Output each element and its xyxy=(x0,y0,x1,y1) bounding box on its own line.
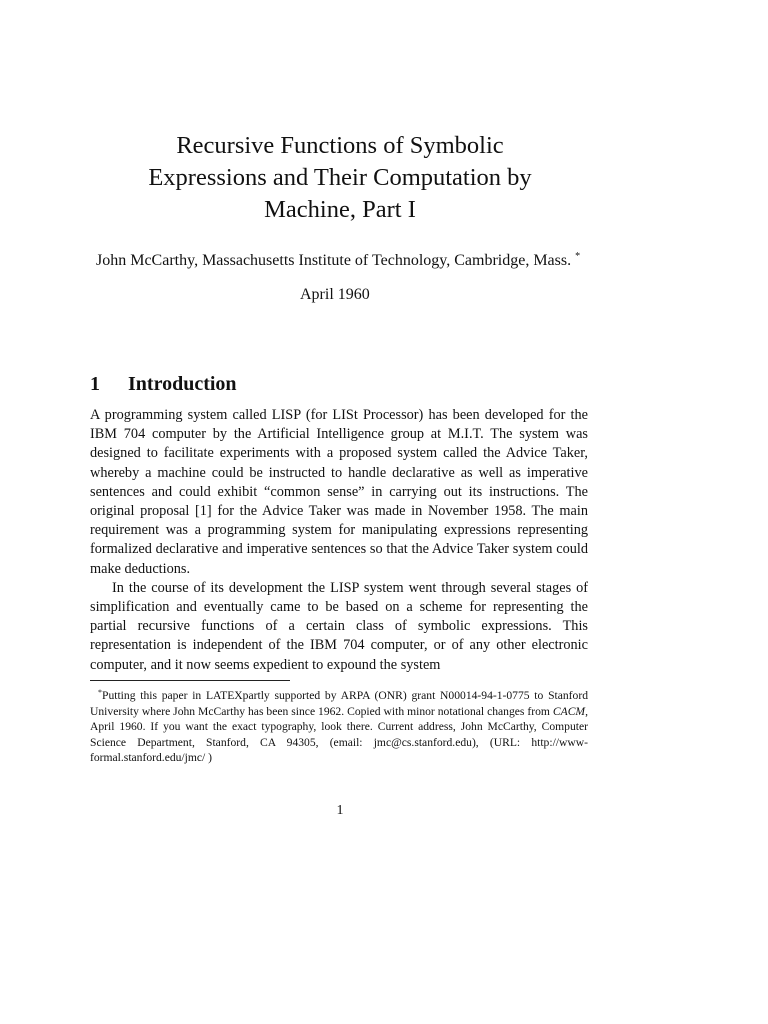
section-heading xyxy=(90,371,237,397)
page-number: 1 xyxy=(336,803,344,818)
title-line-3: Machine, Part I xyxy=(264,196,416,223)
title-line-2: Expressions and Their Computation by xyxy=(148,164,532,191)
footnote-text-part1: Putting this paper in LATEXpartly supported by ARPA (ONR) grant N00014-94-1-0775 to Stanford University where John McCarthy has been since 1962. Copied with minor notational changes from xyxy=(90,689,588,718)
body-text xyxy=(90,406,588,675)
footnote-mark: * xyxy=(98,688,102,697)
footnote xyxy=(90,685,588,766)
footnote-text-part2: , April 1960. If you want the exact typography, look there. Current address, John McCarthy, Computer Science Department, Stanford, CA 94305, (email: jmc@cs.stanford.edu), (URL: http://www-formal.stanford.edu/jmc/ ) xyxy=(90,704,588,764)
paragraph-1: A programming system called LISP (for LISt Processor) has been developed for the IBM 704 computer by the Artificial Intelligence group at M.I.T. The system was designed to facilitate experiments with a proposed system called the Advice Taker, whereby a machine could be instructed to handle declarative as well as imperative sentences and could exhibit “common sense” in carrying out its instructions. The original proposal [1] for the Advice Taker was made in November 1958. The main requirement was a programming system for manipulating expressions representing formalized declarative and imperative sentences so that the Advice Taker system could make deductions. xyxy=(90,407,588,577)
author-line xyxy=(96,246,716,272)
author-affiliation: John McCarthy, Massachusetts Institute of Technology, Cambridge, Mass. xyxy=(96,252,572,269)
author-footnote-mark: * xyxy=(575,251,581,262)
section-number: 1 xyxy=(90,373,100,395)
publication-date: April 1960 xyxy=(300,286,370,303)
footnote-journal: CACM xyxy=(552,704,586,718)
paper-title xyxy=(90,130,590,226)
section-title: Introduction xyxy=(128,373,237,395)
paragraph-2: In the course of its development the LISP system went through several stages of simplification and eventually came to be based on a scheme for representing the partial recursive functions of a certain class of symbolic expressions. This representation is independent of the IBM 704 computer, or of any other electronic computer, and it now seems expedient to expound the system xyxy=(90,579,588,673)
title-line-1: Recursive Functions of Symbolic xyxy=(176,132,504,159)
footnote-divider xyxy=(90,680,290,681)
